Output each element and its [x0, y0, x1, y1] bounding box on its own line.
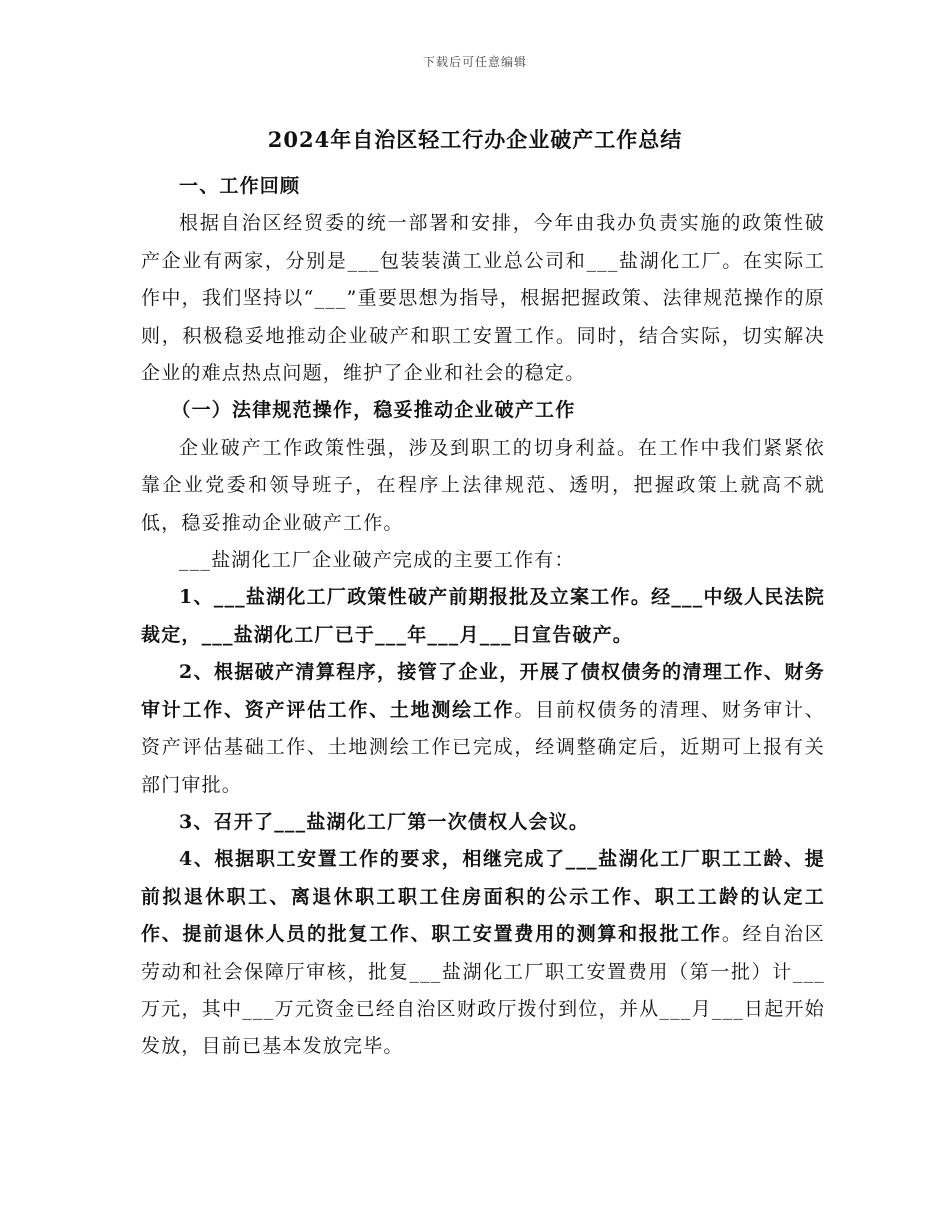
list-item-4-text: 。经自治区劳动和社会保障厅审核，批复___盐湖化工厂职工安置费用（第一批）计___万元，其中___万元资金已经自治区财政厅拨付到位，并从___月___日起开始发放，目前已基本发放完毕。	[141, 923, 825, 1058]
list-item-2-text: 。目前权债务的清理、财务审计、资产评估基础工作、土地测绘工作已完成，经调整确定后，近期可上报有关部门审批。	[141, 698, 825, 796]
list-item-4	[141, 841, 825, 1065]
list-item-2-bold: 2、根据破产清算程序，接管了企业，开展了债权债务的清理工作、财务审计工作、资产评估工作、土地测绘工作	[141, 661, 825, 721]
list-item-4-bold: 4、根据职工安置工作的要求，相继完成了___盐湖化工厂职工工龄、提前拟退休职工、离退休职工职工住房面积的公示工作、职工工龄的认定工作、提前退休人员的批复工作、职工安置费用的测算和报批工作	[141, 848, 825, 946]
list-item-2	[141, 654, 825, 804]
document-body	[141, 168, 825, 1066]
list-item-3: 3、召开了___盐湖化工厂第一次债权人会议。	[179, 810, 590, 833]
subsection-paragraph: 企业破产工作政策性强，涉及到职工的切身利益。在工作中我们紧紧依靠企业党委和领导班子，在程序上法律规范、透明，把握政策上就高不就低，稳妥推动企业破产工作。	[141, 436, 825, 534]
list-item-1: 1、___盐湖化工厂政策性破产前期报批及立案工作。经___中级人民法院裁定，___盐湖化工厂已于___年___月___日宣告破产。	[141, 586, 825, 646]
list-intro: ___盐湖化工厂企业破产完成的主要工作有：	[179, 549, 575, 572]
subsection-heading: （一）法律规范操作，稳妥推动企业破产工作	[171, 399, 576, 422]
document-title: 2024年自治区轻工行办企业破产工作总结	[267, 127, 683, 152]
intro-paragraph: 根据自治区经贸委的统一部署和安排，今年由我办负责实施的政策性破产企业有两家，分别是___包装装潢工业总公司和___盐湖化工厂。在实际工作中，我们坚持以“___”重要思想为指导，根据把握政策、法律规范操作的原则，积极稳妥地推动企业破产和职工安置工作。同时，结合实际，切实解决企业的难点热点问题，维护了企业和社会的稳定。	[141, 212, 825, 385]
page-header: 下载后可任意编辑	[422, 55, 527, 69]
section-heading: 一、工作回顾	[179, 175, 301, 197]
